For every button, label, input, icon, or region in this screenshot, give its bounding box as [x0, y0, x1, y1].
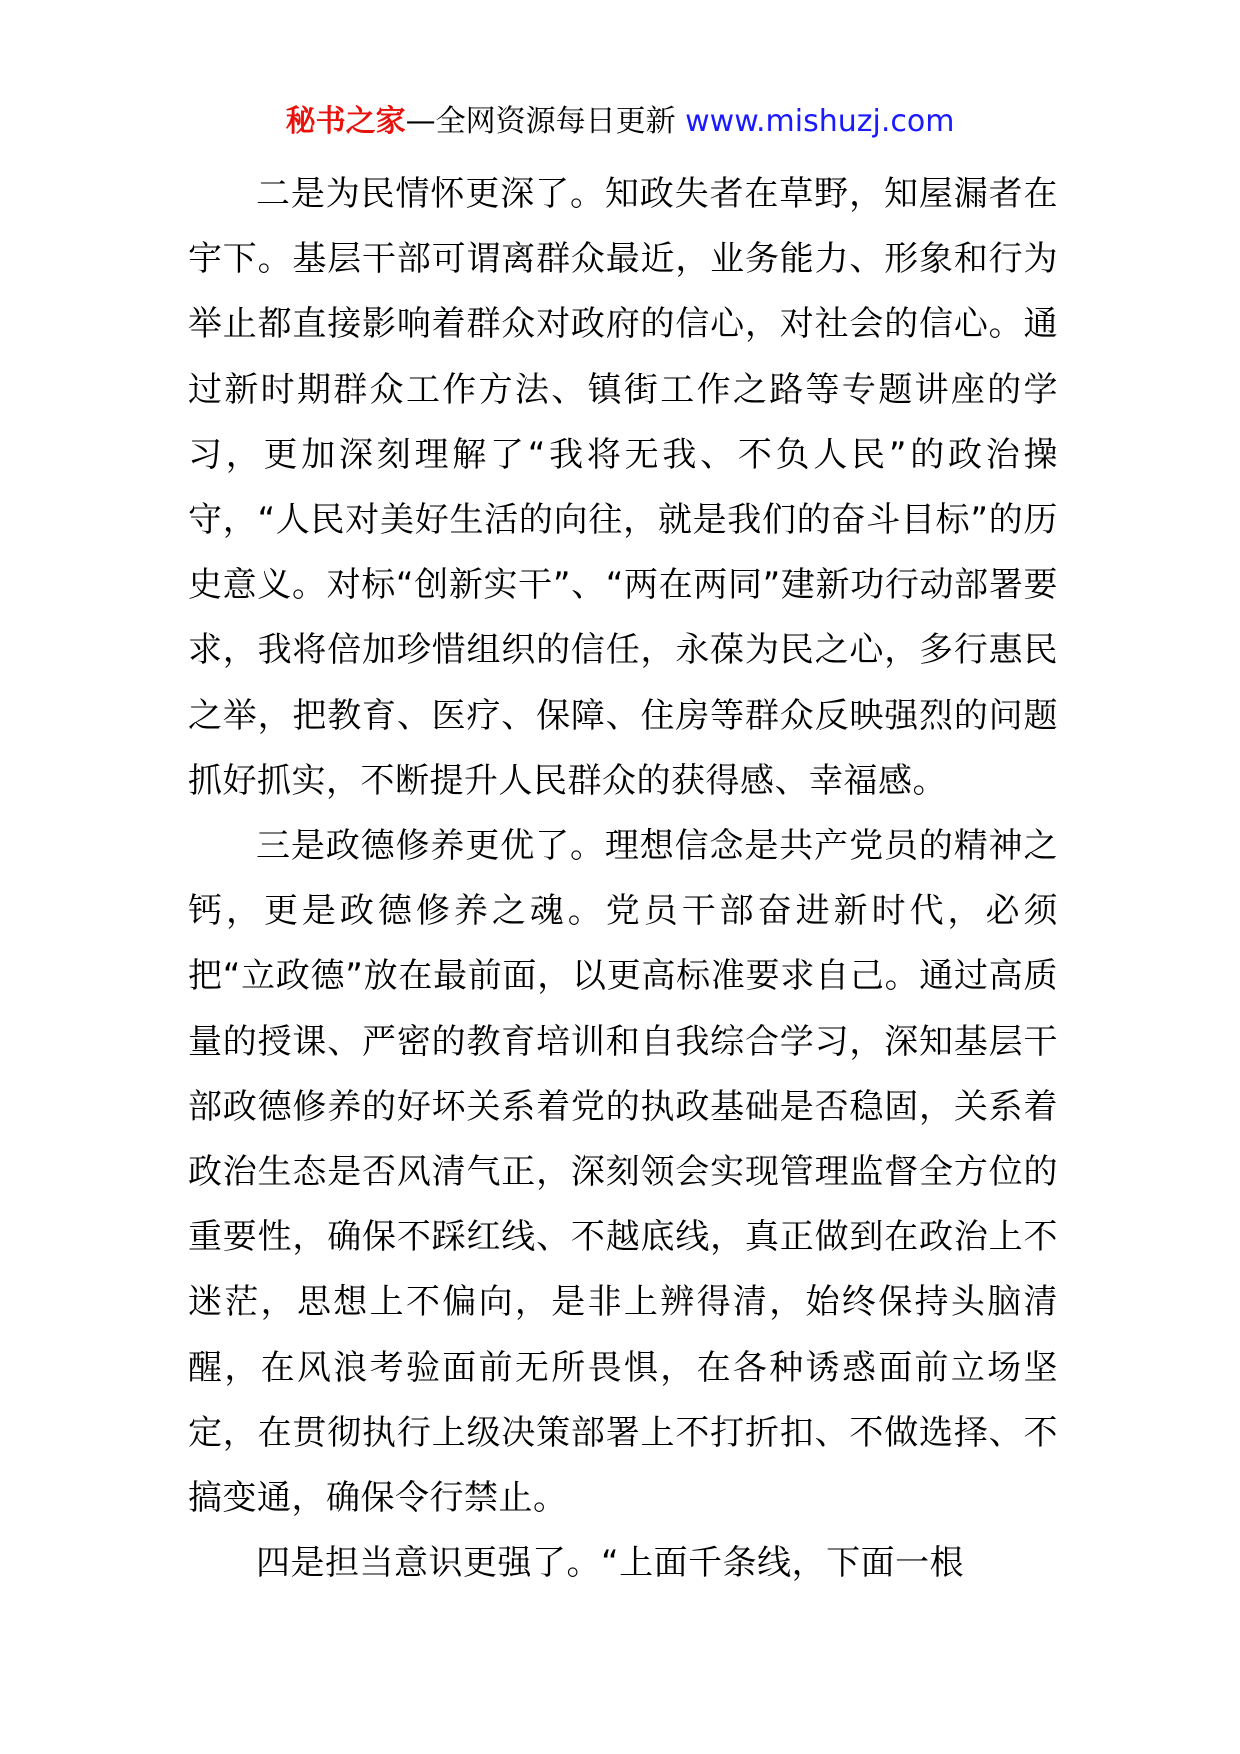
paragraph: 三是政德修养更优了。理想信念是共产党员的精神之钙，更是政德修养之魂。党员干部奋进新时代，必须把“立政德”放在最前面，以更高标准要求自己。通过高质量的授课、严密的教育培训和自我综合学习，深知基层干部政德修养的好坏关系着党的执政基础是否稳固，关系着政治生态是否风清气正，深刻领会实现管理监督全方位的重要性，确保不踩红线、不越底线，真正做到在政治上不迷茫，思想上不偏向，是非上辨得清，始终保持头脑清醒，在风浪考验面前无所畏惧，在各种诱惑面前立场坚定，在贯彻执行上级决策部署上不打折扣、不做选择、不搞变通，确保令行禁止。 — [188, 826, 1058, 1519]
paragraph: 四是担当意识更强了。“上面千条线，下面一根 — [256, 1543, 965, 1584]
header-tagline: —全网资源每日更新 — [405, 104, 686, 139]
paragraph: 二是为民情怀更深了。知政失者在草野，知屋漏者在宇下。基层干部可谓离群众最近，业务能力、形象和行为举止都直接影响着群众对政府的信心，对社会的信心。通过新时期群众工作方法、镇街工作之路等专题讲座的学习，更加深刻理解了“我将无我、不负人民”的政治操守，“人民对美好生活的向往，就是我们的奋斗目标”的历史意义。对标“创新实干”、“两在两同”建新功行动部署要求，我将倍加珍惜组织的信任，永葆为民之心，多行惠民之举，把教育、医疗、保障、住房等群众反映强烈的问题抓好抓实，不断提升人民群众的获得感、幸福感。 — [188, 174, 1058, 801]
document-body — [188, 162, 1058, 1596]
page-header — [0, 100, 1240, 144]
site-url: www.mishuzj.com — [685, 104, 955, 139]
brand-name: 秘书之家 — [285, 104, 406, 139]
